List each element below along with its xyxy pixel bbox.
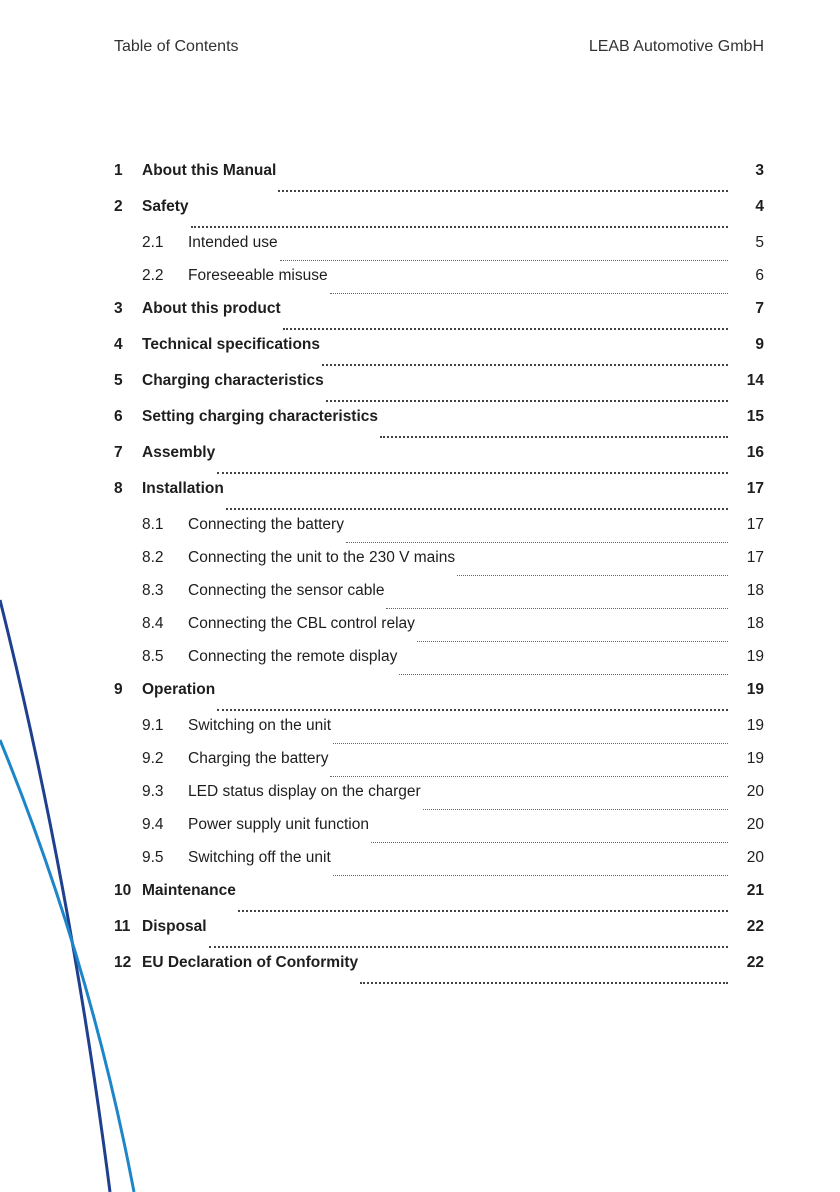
toc-entry-page: 15 — [746, 408, 764, 425]
toc-entry-page: 16 — [746, 444, 764, 461]
toc-entry-number: 2 — [114, 198, 123, 215]
toc-entry-number: 6 — [114, 408, 123, 425]
toc-entry-title: LED status display on the charger — [188, 783, 421, 800]
toc-entry-page: 22 — [746, 954, 764, 971]
toc-entry-page: 20 — [746, 849, 764, 866]
toc-entry-number: 12 — [114, 954, 132, 971]
toc-entry-page: 19 — [746, 681, 764, 698]
toc-entry-number: 4 — [114, 336, 123, 353]
toc-entry-title: Operation — [142, 681, 216, 698]
toc-entry-title: Connecting the CBL control relay — [188, 615, 415, 632]
toc-entry-number: 9.4 — [142, 816, 164, 833]
toc-entry-title: About this product — [142, 300, 281, 317]
toc-entry-title: Connecting the battery — [188, 516, 344, 533]
toc-entry-page: 5 — [755, 234, 764, 251]
toc-entry-title: Charging the battery — [188, 750, 329, 767]
toc-entry-page: 20 — [746, 816, 764, 833]
toc-entry-number: 7 — [114, 444, 123, 461]
toc-entry-number: 9.1 — [142, 717, 164, 734]
toc-entry-number: 5 — [114, 372, 123, 389]
toc-entry-number: 9.3 — [142, 783, 164, 800]
decorative-line-light — [0, 740, 134, 1192]
toc-entry-number: 8.3 — [142, 582, 164, 599]
toc-entry-title: Connecting the unit to the 230 V mains — [188, 549, 456, 566]
toc-entry-page: 18 — [746, 582, 764, 599]
toc-entry-number: 8.2 — [142, 549, 164, 566]
toc-entry-title: Switching off the unit — [188, 849, 331, 866]
toc-entry-page: 18 — [746, 615, 764, 632]
toc-entry-page: 19 — [746, 717, 764, 734]
toc-entry-number: 10 — [114, 882, 132, 899]
toc-entry-page: 19 — [746, 648, 764, 665]
toc-entry-title: EU Declaration of Conformity — [142, 954, 359, 971]
toc-entry-number: 8.4 — [142, 615, 164, 632]
toc-entry-number: 9.2 — [142, 750, 164, 767]
toc-entry-title: Disposal — [142, 918, 207, 935]
toc-entry-number: 9 — [114, 681, 123, 698]
toc-entry-title: About this Manual — [142, 162, 277, 179]
toc-entry-number: 11 — [114, 918, 131, 935]
toc-entry-page: 22 — [746, 918, 764, 935]
header-section-title: Table of Contents — [114, 38, 239, 55]
toc-entry-page: 7 — [755, 300, 764, 317]
header-company-name: LEAB Automotive GmbH — [588, 38, 764, 55]
toc-entry-number: 2.1 — [142, 234, 164, 251]
toc-entry-page: 14 — [746, 372, 764, 389]
toc-entry-number: 8.5 — [142, 648, 164, 665]
toc-entry-page: 21 — [746, 882, 764, 899]
toc-entry-title: Charging characteristics — [142, 372, 324, 389]
toc-entry-page: 3 — [755, 162, 764, 179]
toc-entry-page: 17 — [746, 549, 764, 566]
toc-entry-title: Switching on the unit — [188, 717, 332, 734]
toc-entry-number: 8.1 — [142, 516, 164, 533]
toc-entry-page: 20 — [746, 783, 764, 800]
toc-entry-title: Setting charging characteristics — [142, 408, 379, 425]
toc-entry-number: 1 — [114, 162, 123, 179]
toc-entry-title: Safety — [142, 198, 189, 215]
toc-entry-page: 17 — [746, 516, 764, 533]
toc-entry-number: 9.5 — [142, 849, 164, 866]
toc-entry-page: 19 — [746, 750, 764, 767]
toc-entry-title: Connecting the sensor cable — [188, 582, 385, 599]
toc-entry-number: 2.2 — [142, 267, 164, 284]
toc-entry-page: 6 — [755, 267, 764, 284]
toc-entry-number: 8 — [114, 480, 123, 497]
toc-entry-page: 4 — [755, 198, 764, 215]
toc-entry-title: Intended use — [188, 234, 278, 251]
toc-entry-page: 17 — [746, 480, 764, 497]
decorative-line-dark — [0, 600, 110, 1192]
toc-entry-title: Assembly — [142, 444, 216, 461]
toc-entry-title: Technical specifications — [142, 336, 321, 353]
toc-entry-page: 9 — [755, 336, 764, 353]
toc-entry-title: Installation — [142, 480, 224, 497]
toc-entry-title: Maintenance — [142, 882, 236, 899]
toc-entry-title: Connecting the remote display — [188, 648, 398, 665]
toc-entry-title: Power supply unit function — [188, 816, 369, 833]
toc-entry-title: Foreseeable misuse — [188, 267, 328, 284]
toc-entry-number: 3 — [114, 300, 123, 317]
